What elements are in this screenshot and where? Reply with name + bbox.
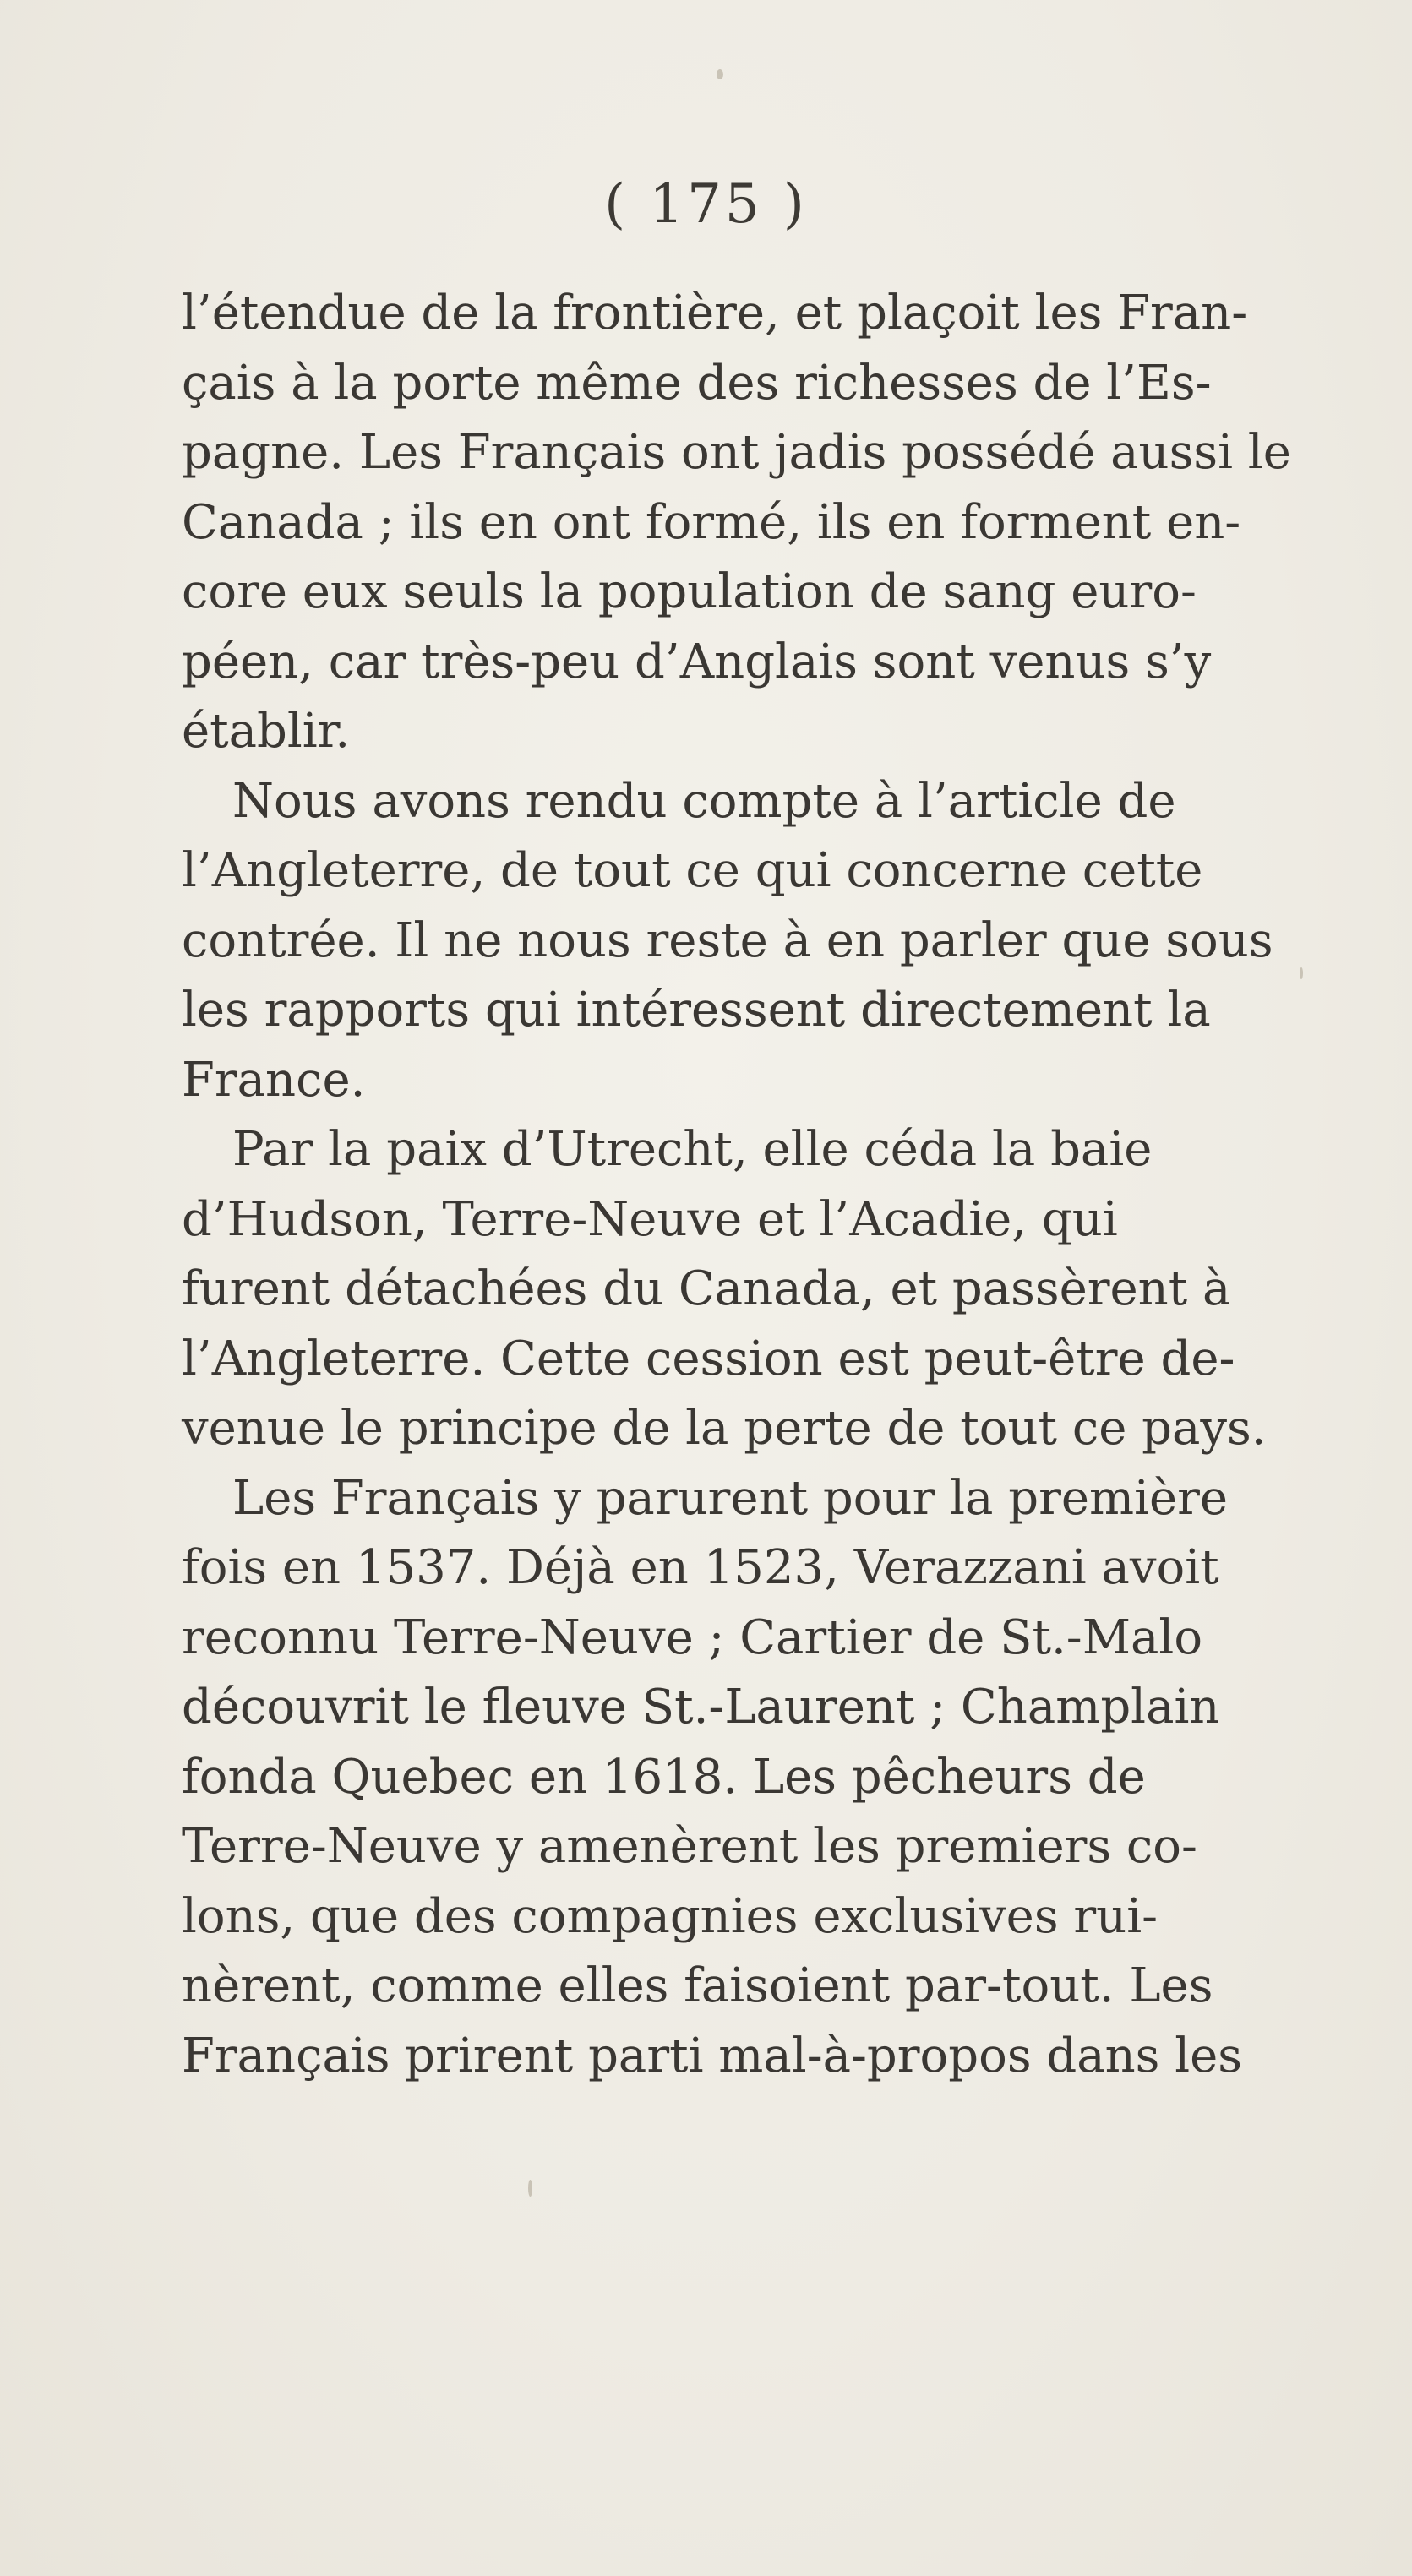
page-number: ( 175 ) [604,173,808,236]
paper-speck [717,69,723,79]
text-line: çais à la porte même des richesses de l’Es- [182,355,1212,411]
text-line: Français prirent parti mal-à-propos dans les [182,2028,1242,2083]
text-line: Les Français y parurent pour la première [232,1470,1229,1526]
paper-speck [1300,967,1303,979]
body-text [182,279,1291,2091]
text-line: contrée. Il ne nous reste à en parler que sous [182,912,1273,968]
text-line: l’étendue de la frontière, et plaçoit les Fran- [182,286,1248,340]
text-line: furent détachées du Canada, et passèrent à [182,1261,1231,1316]
text-line: pagne. Les Français ont jadis possédé aussi le [182,425,1291,480]
text-line: d’Hudson, Terre-Neuve et l’Acadie, qui [182,1191,1118,1247]
text-line: l’Angleterre. Cette cession est peut-être de- [182,1331,1235,1386]
text-line: Nous avons rendu compte à l’article de [232,773,1176,829]
text-line: les rapports qui intéressent directement la [182,983,1211,1037]
text-line: nèrent, comme elles faisoient par-tout. Les [182,1958,1213,2013]
text-line: Canada ; ils en ont formé, ils en forment en- [182,494,1241,550]
text-line: reconnu Terre-Neuve ; Cartier de St.-Malo [182,1609,1203,1665]
text-line: fonda Quebec en 1618. Les pêcheurs de [182,1749,1146,1805]
text-line: établir. [182,704,351,759]
text-line: péen, car très-peu d’Anglais sont venus s’y [182,634,1212,689]
paper-speck [528,2180,532,2197]
text-line: Par la paix d’Utrecht, elle céda la baie [232,1122,1153,1177]
text-line: venue le principe de la perte de tout ce pays. [182,1401,1267,1456]
text-line: découvrit le fleuve St.-Laurent ; Champlain [182,1680,1220,1735]
text-line: France. [182,1052,366,1108]
text-line: lons, que des compagnies exclusives rui- [182,1888,1158,1944]
text-line: core eux seuls la population de sang euro- [182,564,1197,619]
text-line: l’Angleterre, de tout ce qui concerne cette [182,843,1203,898]
text-line: fois en 1537. Déjà en 1523, Verazzani avoit [182,1540,1219,1595]
text-line: Terre-Neuve y amenèrent les premiers co- [182,1819,1197,1874]
